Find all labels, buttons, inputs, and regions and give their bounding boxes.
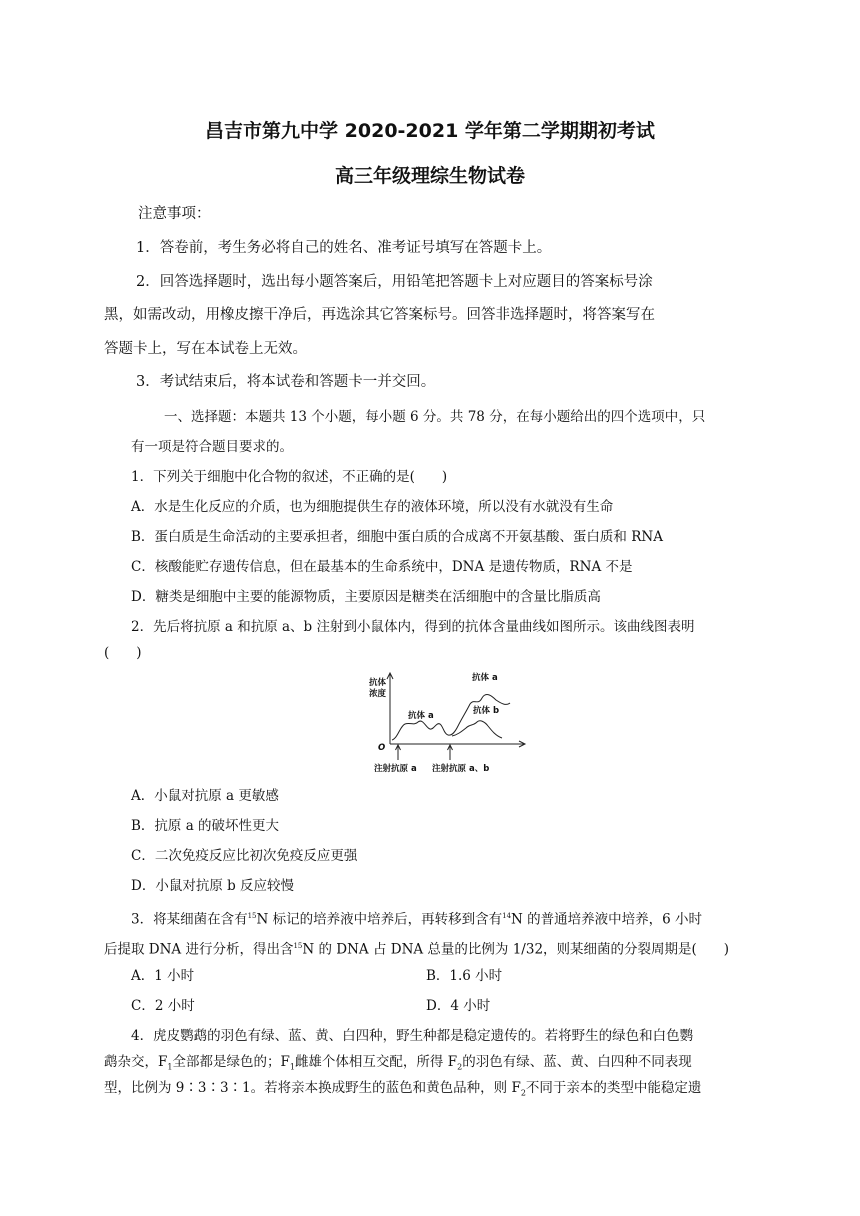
q1-option-d: D．糖类是细胞中主要的能源物质，主要原因是糖类在活细胞中的含量比脂质高	[131, 589, 601, 605]
q3-option-c: C．2 小时	[131, 998, 195, 1014]
antibody-b-label: 抗体 b	[473, 706, 500, 716]
exam-subtitle: 高三年级理综生物试卷	[334, 165, 525, 187]
note-2-line1: 2．回答选择题时，选出每小题答案后，用铅笔把答题卡上对应题目的答案标号涂	[136, 274, 653, 290]
q4-text-3: 雌雄个体相互交配，所得 F	[294, 1054, 458, 1070]
q1-option-c: C．核酸能贮存遗传信息，但在最基本的生命系统中，DNA 是遗传物质，RNA 不是	[131, 559, 633, 575]
inject-label-1: 注射抗原 a	[374, 764, 417, 774]
q3-sup-15b: 15	[293, 942, 303, 950]
q1-stem: 1．下列关于细胞中化合物的叙述，不正确的是( )	[131, 469, 448, 485]
q3-text-1: 3．将某细菌在含有	[131, 911, 248, 928]
origin-label: O	[378, 743, 386, 753]
q4-text-1: 鹉杂交，F	[104, 1054, 168, 1070]
y-label-line1: 抗体	[369, 678, 387, 688]
q4-stem-line2	[104, 1052, 692, 1078]
q2-option-c: C．二次免疫反应比初次免疫反应更强	[131, 848, 358, 864]
antibody-a-label-2: 抗体 a	[472, 673, 498, 683]
q3-text-5: N 的 DNA 占 DNA 总量的比例为 1/32，则某细菌的分裂周期是( )	[302, 941, 730, 958]
q3-text-3: N 的普通培养液中培养，6 小时	[511, 911, 703, 928]
q1-option-a: A．水是生化反应的介质，也为细胞提供生存的液体环境，所以没有水就没有生命	[131, 499, 614, 515]
q3-text-2: N 标记的培养液中培养后，再转移到含有	[256, 911, 503, 928]
q4-sub-2: 1	[289, 1062, 295, 1072]
q3-text-4: 后提取 DNA 进行分析，得出含	[104, 941, 294, 958]
q3-sup-14: 14	[502, 912, 512, 920]
q3-stem-line1	[131, 906, 702, 930]
inject-label-2: 注射抗原 a、b	[432, 764, 490, 774]
y-label-line2: 浓度	[369, 689, 387, 699]
q2-option-d: D．小鼠对抗原 b 反应较慢	[131, 878, 295, 894]
antibody-a-label-1: 抗体 a	[408, 711, 434, 721]
note-2-line3: 答题卡上，写在本试卷上无效。	[104, 341, 307, 357]
note-1: 1．答卷前，考生务必将自己的姓名、准考证号填写在答题卡上。	[136, 240, 552, 256]
q2-option-b: B．抗原 a 的破坏性更大	[131, 818, 280, 834]
section1-line1: 一、选择题：本题共 13 个小题，每小题 6 分。共 78 分，在每小题给出的四个选项中，只	[164, 409, 706, 425]
q1-option-b: B．蛋白质是生命活动的主要承担者，细胞中蛋白质的合成离不开氨基酸、蛋白质和 RNA	[131, 529, 663, 545]
q4-text-2: 全部都是绿色的；F	[172, 1054, 290, 1070]
q2-stem-line1: 2．先后将抗原 a 和抗原 a、b 注射到小鼠体内，得到的抗体含量曲线如图所示。该曲线图表明	[131, 619, 695, 635]
q4-stem-line3	[104, 1078, 701, 1104]
exam-title: 昌吉市第九中学 2020-2021 学年第二学期期初考试	[205, 120, 655, 142]
q4-sub-3: 2	[457, 1062, 463, 1072]
q4-sub-4: 2	[520, 1088, 526, 1098]
q4-text-6: 不同于亲本的类型中能稳定遗	[525, 1080, 702, 1096]
q3-stem-line2	[104, 936, 729, 960]
q4-sub-1: 1	[167, 1062, 173, 1072]
q4-text-5: 型，比例为 9∶3∶3∶1。若将亲本换成野生的蓝色和黄色品种，则 F	[104, 1080, 521, 1096]
section1-line2: 有一项是符合题目要求的。	[131, 439, 293, 455]
q4-text-4: 的羽色有绿、蓝、黄、白四种不同表现	[462, 1054, 692, 1070]
q2-stem-line2: ( )	[104, 645, 142, 661]
q3-option-a: A．1 小时	[131, 968, 195, 984]
q3-sup-15: 15	[247, 912, 257, 920]
q3-option-d: D．4 小时	[426, 998, 491, 1014]
q4-stem-line1: 4．虎皮鹦鹉的羽色有绿、蓝、黄、白四种，野生种都是稳定遗传的。若将野生的绿色和白色鹦	[131, 1028, 694, 1044]
q3-option-b: B．1.6 小时	[426, 968, 503, 984]
note-3: 3．考试结束后，将本试卷和答题卡一并交回。	[136, 374, 436, 390]
q2-option-a: A．小鼠对抗原 a 更敏感	[131, 788, 279, 804]
notes-heading: 注意事项：	[138, 206, 211, 222]
note-2-line2: 黑，如需改动，用橡皮擦干净后，再选涂其它答案标号。回答非选择题时，将答案写在	[104, 307, 655, 323]
antibody-curve-figure	[360, 666, 530, 778]
